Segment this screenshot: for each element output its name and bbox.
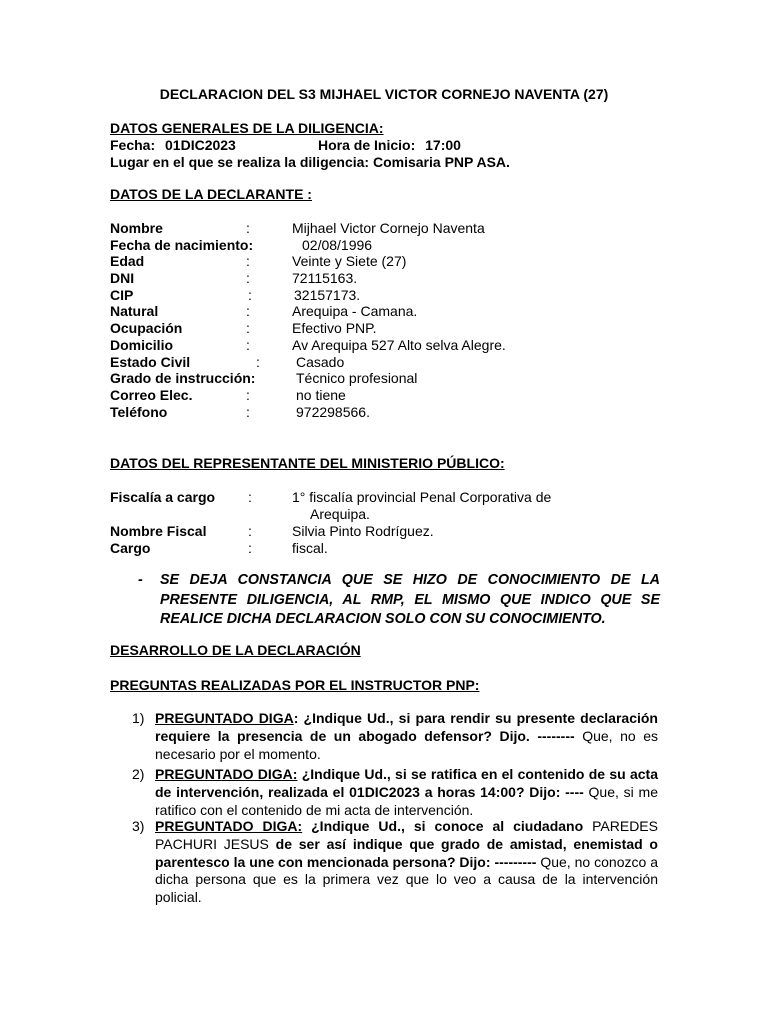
field-colon: : [246,403,250,420]
answer-text: Que, no es necesario por el momento. [155,727,658,762]
notice-block [138,571,660,630]
field-row [110,489,660,523]
field-colon: : [256,353,260,370]
field-label: Nombre [110,220,163,236]
desarrollo-section [110,642,660,659]
field-row [110,220,660,237]
general-section [110,120,660,171]
field-value: Av Arequipa 527 Alto selva Alegre. [292,336,506,353]
document-title: DECLARACION DEL S3 MIJHAEL VICTOR CORNEJO NAVENTA (27) [159,86,609,102]
field-row [110,320,660,337]
question-3 [132,818,658,907]
answer-text: Que, si me ratifico con el contenido de mi acta de intervención. [155,783,658,818]
declarante-section [110,186,660,203]
field-value: fiscal. [292,540,328,556]
field-label: Correo Elec. [110,386,193,403]
field-label: Natural [110,303,159,320]
field-colon: : [248,540,252,556]
field-label: Edad [110,253,145,270]
field-label: DNI [110,270,135,287]
notice-text: SE DEJA CONSTANCIA QUE SE HIZO DE CONOCIMIENTO DE LA PRESENTE DILIGENCIA, AL RMP, EL MISMO QUE INDICO QUE SE REALICE DICHA DECLARACION SOLO CON SU CONOCIMIENTO. [160,572,660,627]
field-row [110,387,660,404]
field-value: 1° fiscalía provincial Penal Corporativa de [292,489,552,505]
field-value: no tiene [296,386,346,403]
question-number: 3) [132,818,145,834]
field-row [110,404,660,421]
field-label: Fiscalía a cargo [110,489,216,505]
field-value: Arequipa - Camana. [292,303,418,320]
field-colon: : [248,286,252,303]
field-label: Nombre Fiscal [110,523,207,539]
field-value: 72115163. [292,270,358,287]
field-value: Efectivo PNP. [292,320,377,337]
question-text: ¿Indique Ud., si se ratifica en el contenido de su acta de intervención, realizada el 01DIC2023 a horas 14:00? Dijo: ---- [155,766,658,800]
ministerio-heading: DATOS DEL REPRESENTANTE DEL MINISTERIO PÚBLICO: [110,455,505,471]
field-colon: : [248,489,252,505]
lugar-line: Lugar en el que se realiza la diligencia: Comisaria PNP ASA. [110,154,510,170]
question-label: PREGUNTADO DIGA: [155,766,298,782]
ministerio-fields [110,489,660,557]
notice-bullet: - [138,572,143,588]
fecha-value: 01DIC2023 [165,137,236,153]
field-colon: : [246,303,250,320]
preguntas-section [110,677,660,694]
field-row [110,354,660,371]
field-row [110,287,660,304]
field-row [110,303,660,320]
field-row [110,253,660,270]
field-row [110,337,660,354]
question-2 [132,766,658,819]
field-row [110,523,660,540]
question-label: PREGUNTADO DIGA [155,710,294,726]
general-heading: DATOS GENERALES DE LA DILIGENCIA: [110,120,384,136]
field-colon: : [246,253,250,270]
question-text-continued: de ser así indique que grado de amistad, enemistad o parentesco la une con mencionada persona? Dijo: --------- [155,835,658,870]
field-value: 32157173. [294,286,361,303]
hora-value: 17:00 [425,137,461,153]
field-value: Técnico profesional [296,370,418,387]
field-value: Veinte y Siete (27) [292,253,407,270]
question-sep: : [293,710,299,726]
question-text: ¿Indique Ud., si conoce al ciudadano [302,818,593,834]
declarante-fields [110,220,660,420]
field-label: Domicilio [110,336,174,353]
field-colon: : [248,523,252,539]
ministerio-section [110,455,660,472]
field-value-continued: Arequipa. [310,506,370,522]
desarrollo-heading: DESARROLLO DE LA DECLARACIÓN [110,642,361,658]
preguntas-heading: PREGUNTAS REALIZADAS POR EL INSTRUCTOR PNP: [110,677,480,693]
field-value: 02/08/1996 [302,236,373,253]
field-row [110,270,660,287]
field-colon: : [246,320,250,337]
field-colon: : [246,386,250,403]
field-row [110,540,660,557]
declarante-heading: DATOS DE LA DECLARANTE : [110,186,312,202]
fecha-label: Fecha: [110,137,156,153]
question-text: ¿Indique Ud., si para rendir su presente declaración requiere la presencia de un abogado defensor? Dijo. -------- [155,710,658,744]
field-label: Fecha de nacimiento: [110,236,254,253]
field-label: Cargo [110,540,151,556]
field-colon: : [246,270,250,287]
question-number: 2) [132,766,145,782]
question-1 [132,710,658,763]
field-row [110,237,660,254]
question-label: PREGUNTADO DIGA: [155,818,303,834]
fecha-line [110,137,660,154]
field-label: CIP [110,286,134,303]
field-colon: : [246,220,250,236]
field-label: Ocupación [110,320,183,337]
hora-label: Hora de Inicio: [318,137,416,153]
field-label: Estado Civil [110,353,191,370]
field-value: 972298566. [296,403,370,420]
question-body [155,766,658,819]
question-body [155,710,658,763]
field-colon: : [246,336,250,353]
field-label: Grado de instrucción: [110,370,256,387]
question-body [155,818,658,907]
question-number: 1) [132,710,145,726]
field-value: Silvia Pinto Rodríguez. [292,523,434,539]
person-name: PAREDES PACHURI JESUS [155,818,658,852]
hora-group [318,137,461,154]
field-row [110,370,660,387]
field-value: Casado [296,353,345,370]
field-label: Teléfono [110,403,168,420]
answer-text: Que, no conozco a dicha persona que es la primera vez que lo veo a causa de la intervención policial. [155,853,658,906]
field-value: Mijhael Victor Cornejo Naventa [292,220,485,236]
